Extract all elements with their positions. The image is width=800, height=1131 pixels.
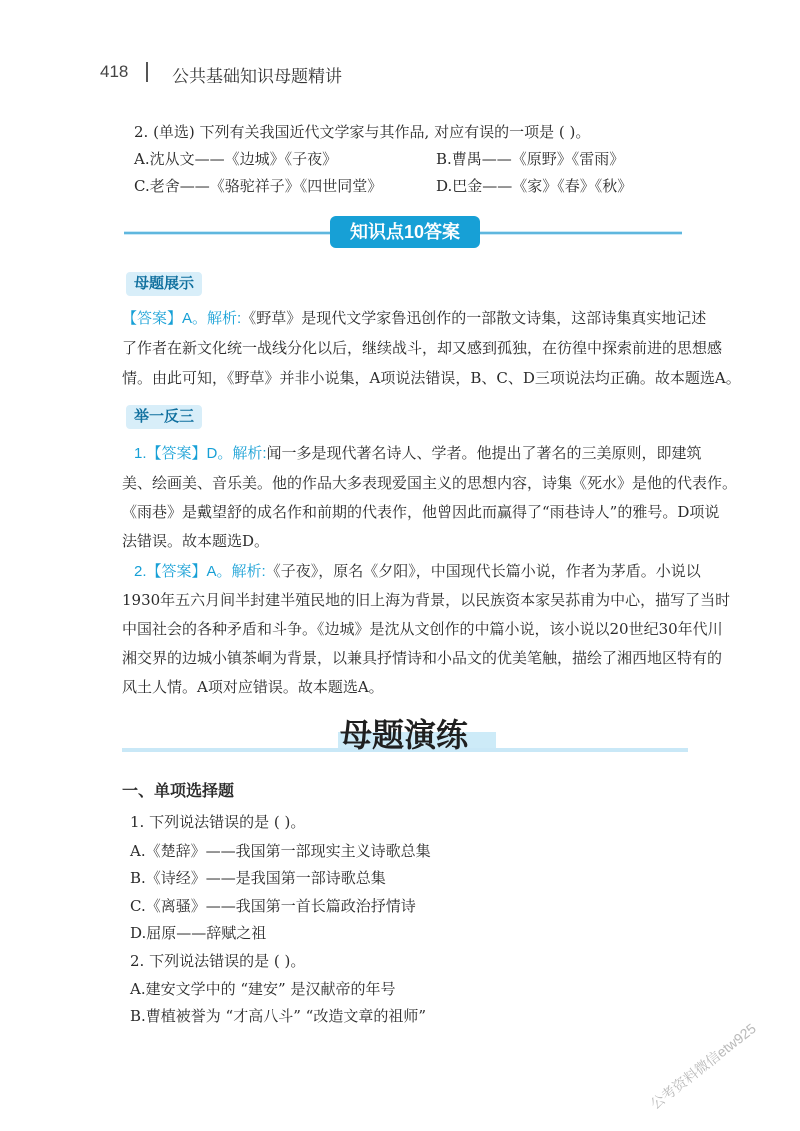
- practice-line-2: A.《楚辞》——我国第一部现实主义诗歌总集: [130, 842, 431, 860]
- practice-line-1: 1. 下列说法错误的是 ( )。: [130, 813, 306, 831]
- ext2-line-3: 中国社会的各种矛盾和斗争。《边城》是沈从文创作的中篇小说，该小说以20世纪30年代川: [122, 620, 723, 638]
- extension-tag: 举一反三: [126, 405, 202, 429]
- ext2-line-5: 风土人情。A项对应错误。故本题选A。: [122, 678, 384, 696]
- ext1-answer-label: 【答案】D。: [146, 445, 233, 462]
- answer-banner: 知识点10答案: [330, 216, 480, 248]
- mother-analysis-label: 解析:: [207, 310, 242, 327]
- mother-line-2: 了作者在新文化统一战线分化以后，继续战斗，却又感到孤独，在彷徨中探索前进的思想感: [122, 339, 723, 357]
- mother-text-1: 《野草》是现代文学家鲁迅创作的一部散文诗集，这部诗集真实地记述: [241, 309, 707, 327]
- header-separator: [146, 62, 148, 82]
- option-d: D.巴金——《家》《春》《秋》: [436, 177, 633, 195]
- ext2-text-1: 《子夜》，原名《夕阳》，中国现代长篇小说，作者为茅盾。小说以: [265, 562, 701, 580]
- option-c: C.老舍——《骆驼祥子》《四世同堂》: [134, 177, 383, 195]
- page-number: 418: [100, 62, 129, 81]
- ext2-answer-label: 【答案】A。: [146, 563, 232, 580]
- ext1-text-1: 闻一多是现代著名诗人、学者。他提出了著名的三美原则，即建筑: [266, 444, 702, 462]
- practice-title: 母题演练: [340, 716, 469, 754]
- ext1-line-3: 《雨巷》是戴望舒的成名作和前期的代表作，他曾因此而赢得了“雨巷诗人”的雅号。D项说: [122, 503, 720, 521]
- practice-line-3: B.《诗经》——是我国第一部诗歌总集: [130, 869, 386, 887]
- ext2-line-2: 1930年五六月间半封建半殖民地的旧上海为背景，以民族资本家吴荪甫为中心，描写了当时: [122, 591, 731, 609]
- ext1-analysis-label: 解析:: [232, 445, 267, 462]
- option-a: A.沈从文——《边城》《子夜》: [134, 150, 338, 168]
- mother-line-3: 情。由此可知，《野草》并非小说集，A项说法错误，B、C、D三项说法均正确。故本题选A。: [122, 369, 741, 387]
- option-b: B.曹禺——《原野》《雷雨》: [436, 150, 625, 168]
- ext1-line-1: [134, 438, 702, 469]
- mother-line-1: [122, 303, 706, 334]
- ext1-line-4: 法错误。故本题选D。: [122, 532, 270, 550]
- practice-line-8: B.曹植被誉为 “才高八斗” “改造文章的祖师”: [130, 1007, 427, 1025]
- ext1-number: 1.: [134, 445, 147, 462]
- ext2-number: 2.: [134, 563, 147, 580]
- book-title: 公共基础知识母题精讲: [172, 67, 342, 86]
- question-stem: 2. (单选) 下列有关我国近代文学家与其作品, 对应有误的一项是 ( )。: [134, 123, 591, 141]
- practice-line-4: C.《离骚》——我国第一首长篇政治抒情诗: [130, 897, 416, 915]
- practice-line-7: A.建安文学中的 “建安” 是汉献帝的年号: [130, 980, 396, 998]
- mother-answer-label: 【答案】A。: [122, 310, 208, 327]
- ext2-analysis-label: 解析:: [231, 563, 266, 580]
- mother-tag: 母题展示: [126, 272, 202, 296]
- watermark: 公考资料微信etw925: [647, 1020, 759, 1113]
- ext2-line-4: 湘交界的边城小镇茶峒为背景，以兼具抒情诗和小品文的优美笔触，描绘了湘西地区特有的: [122, 649, 723, 667]
- practice-line-5: D.屈原——辞赋之祖: [130, 924, 267, 942]
- ext1-line-2: 美、绘画美、音乐美。他的作品大多表现爱国主义的思想内容，诗集《死水》是他的代表作。: [122, 474, 738, 492]
- section-heading: 一、单项选择题: [122, 783, 235, 800]
- practice-line-6: 2. 下列说法错误的是 ( )。: [130, 952, 306, 970]
- ext2-line-1: [134, 556, 701, 587]
